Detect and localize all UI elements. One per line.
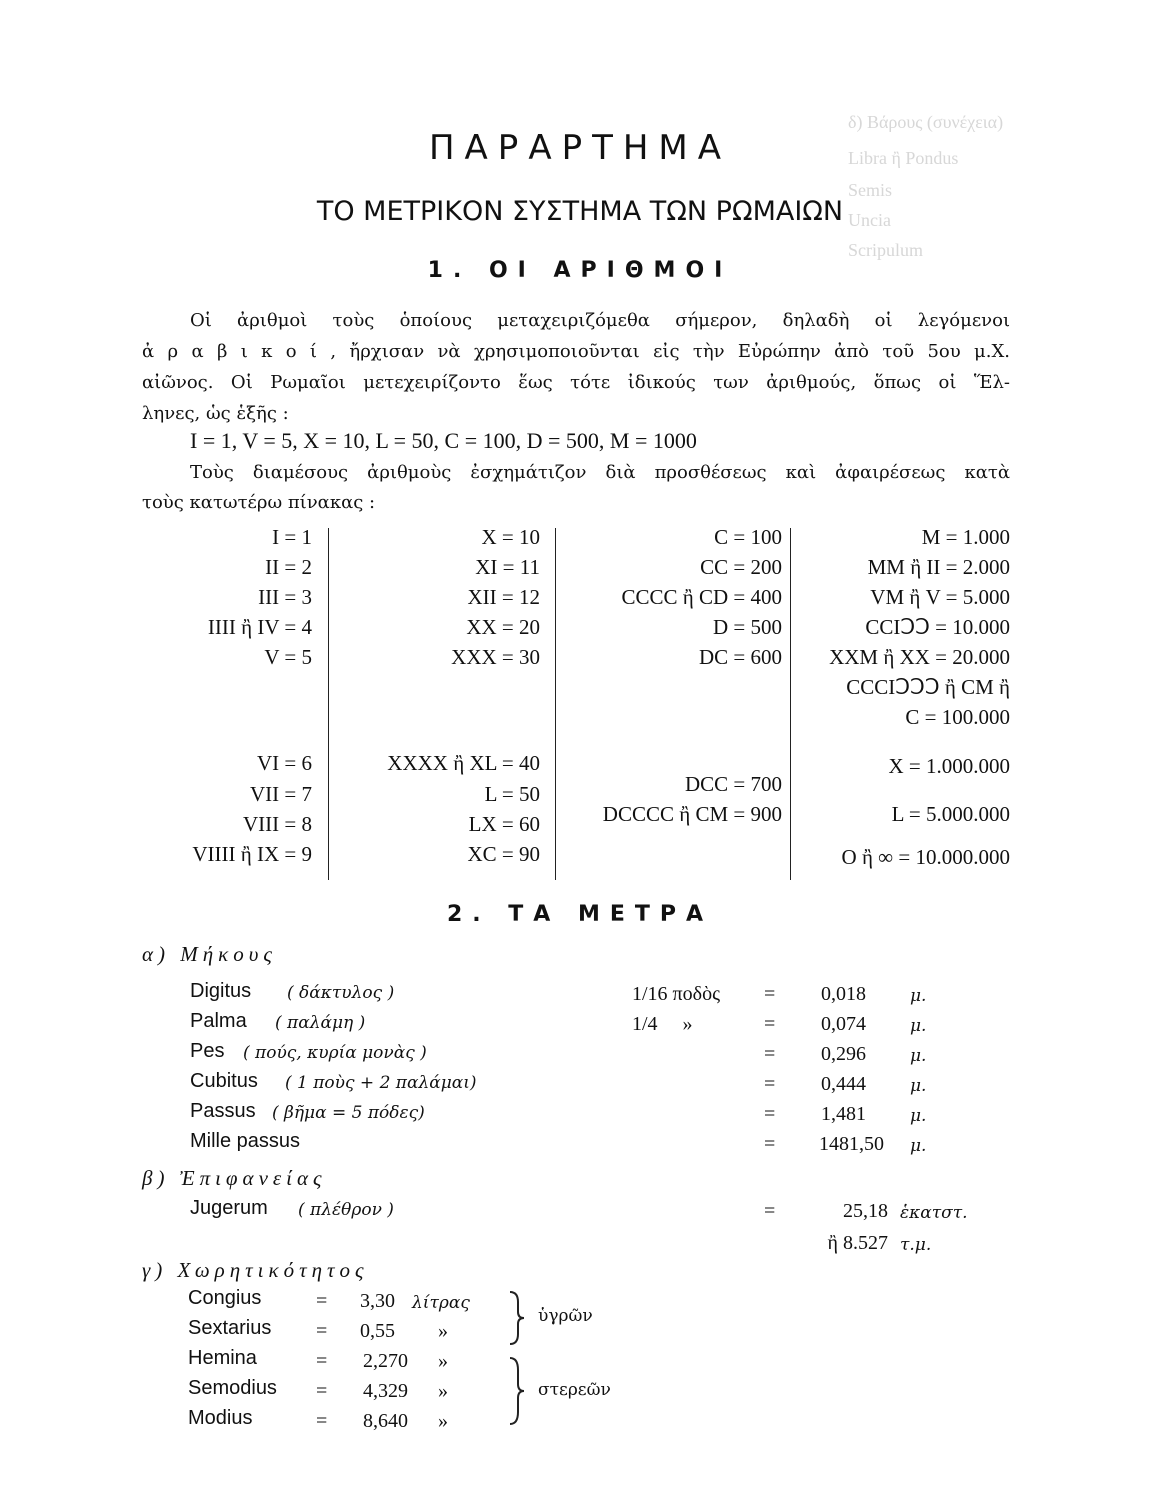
measure-name: Mille passus	[190, 1130, 301, 1152]
table-cell: C = 100.000	[905, 705, 1010, 729]
paragraph-line: αἰῶνος. Οἱ Ρωμαῖοι μετεχειρίζοντο ἕως τότε ἰδικούς των ἀριθμούς, ὅπως οἱ Ἕλ-	[142, 372, 1010, 393]
measure-greek: ( δάκτυλος )	[287, 983, 395, 1003]
measure-name: Cubitus	[190, 1070, 258, 1092]
measure-alt-unit: τ.μ.	[900, 1235, 932, 1255]
table-cell: MM ἢ II = 2.000	[867, 555, 1010, 579]
measure-unit: μ.	[910, 1106, 927, 1126]
table-cell: DCC = 700	[684, 772, 782, 796]
measure-name: Digitus	[190, 980, 252, 1002]
liquid-label: ὑγρῶν	[538, 1306, 593, 1326]
measure-unit: μ.	[910, 1016, 927, 1036]
measure-value: 8,640	[363, 1410, 408, 1432]
table-cell: DC = 600	[698, 645, 782, 669]
measure-name: Jugerum	[190, 1197, 268, 1219]
ghost-line: δ) Βάρους (συνέχεια)	[848, 112, 1004, 132]
page-subtitle: ΤΟ ΜΕΤΡΙΚΟΝ ΣΥΣΤΗΜΑ ΤΩΝ ΡΩΜΑΙΩΝ	[316, 196, 844, 227]
ghost-line: Semis	[848, 180, 893, 200]
measure-greek: ( παλάμη )	[275, 1013, 366, 1033]
measure-unit: μ.	[910, 1046, 927, 1066]
measure-unit: λίτρας	[412, 1293, 470, 1313]
table-divider	[790, 528, 791, 880]
measure-greek: ( πλέθρον )	[298, 1200, 394, 1220]
paragraph-line: ἀ ρ α β ι κ ο ί , ἤρχισαν νὰ χρησιμοποιοῦνται εἰς τὴν Εὐρώπην ἀπὸ τοῦ 5ου μ.Χ.	[142, 341, 1010, 362]
table-cell: IIII ἢ IV = 4	[207, 615, 312, 639]
brace-dry	[506, 1356, 528, 1426]
table-cell: III = 3	[258, 585, 312, 609]
measure-name: Congius	[188, 1287, 262, 1309]
measure-equals: =	[764, 1043, 776, 1065]
table-cell: II = 2	[265, 555, 312, 579]
measure-equals: =	[316, 1410, 328, 1432]
measure-alt-value: ἢ 8.527	[827, 1232, 888, 1254]
measure-equals: =	[764, 1200, 776, 1222]
table-cell: VII = 7	[250, 782, 312, 806]
measure-name: Semodius	[188, 1377, 277, 1399]
table-cell: I = 1	[272, 525, 312, 549]
table-cell: VIIII ἢ IX = 9	[192, 842, 312, 866]
table-cell: V = 5	[264, 645, 312, 669]
subheading-length: α) Μήκους	[142, 942, 277, 966]
measure-value: 0,444	[821, 1073, 866, 1095]
appendix-title: ΠΑΡΑΡΤΗΜΑ	[428, 128, 732, 168]
measure-equals: =	[764, 1073, 776, 1095]
measure-value: 1,481	[821, 1103, 866, 1125]
subheading-capacity: γ) Χωρητικότητος	[142, 1258, 369, 1282]
paragraph-line: Τοὺς διαμέσους ἀριθμοὺς ἐσχημάτιζον διὰ προσθέσεως καὶ ἀφαιρέσεως κατὰ	[190, 462, 1010, 483]
table-cell: M = 1.000	[921, 525, 1010, 549]
measure-equals: =	[764, 1013, 776, 1035]
measure-unit: ἑκατστ.	[900, 1203, 968, 1223]
brace-liquid	[506, 1290, 528, 1346]
table-cell: VIII = 8	[243, 812, 312, 836]
table-cell: DCCCC ἢ CM = 900	[602, 802, 782, 826]
table-cell: CCCC ἢ CD = 400	[621, 585, 782, 609]
measure-value: 3,30	[360, 1290, 395, 1312]
table-cell: CC = 200	[700, 555, 782, 579]
table-cell: XI = 11	[475, 555, 540, 579]
table-divider	[555, 528, 556, 880]
table-cell: VM ἢ V = 5.000	[870, 585, 1010, 609]
table-cell: XX = 20	[466, 615, 540, 639]
measure-equals: =	[316, 1320, 328, 1342]
measure-name: Palma	[190, 1010, 247, 1032]
measure-equals: =	[764, 1103, 776, 1125]
table-divider	[328, 528, 329, 880]
measure-value: 0,55	[360, 1320, 395, 1342]
dry-label: στερεῶν	[538, 1380, 611, 1400]
measure-greek: ( βῆμα = 5 πόδες)	[272, 1103, 425, 1123]
table-cell: XII = 12	[467, 585, 540, 609]
table-cell: L = 50	[484, 782, 540, 806]
measure-greek: ( πούς, κυρία μονὰς )	[243, 1043, 427, 1063]
paragraph-line: τοὺς κατωτέρω πίνακας :	[142, 492, 376, 513]
measure-value: 4,329	[363, 1380, 408, 1402]
table-cell: VI = 6	[256, 751, 312, 775]
section-heading-numerals: 1. ΟΙ ΑΡΙΘΜΟΙ	[427, 258, 733, 283]
measure-value: 0,018	[821, 983, 866, 1005]
measure-unit: μ.	[910, 986, 927, 1006]
measure-name: Pes	[190, 1040, 225, 1062]
basic-numerals-line: I = 1, V = 5, X = 10, L = 50, C = 100, D = 500, M = 1000	[190, 428, 697, 453]
table-cell: C = 100	[714, 525, 782, 549]
measure-unit: μ.	[910, 1076, 927, 1096]
measure-value: 1481,50	[819, 1133, 884, 1155]
measure-unit: μ.	[910, 1136, 927, 1156]
table-cell: LX = 60	[468, 812, 540, 836]
measure-equals: =	[764, 983, 776, 1005]
measure-name: Modius	[188, 1407, 253, 1429]
measure-value: 25,18	[843, 1200, 888, 1222]
measure-unit: »	[438, 1350, 448, 1372]
paragraph-line: ληνες, ὡς ἑξῆς :	[142, 403, 289, 424]
measure-equals: =	[316, 1380, 328, 1402]
ghost-line: Scripulum	[848, 240, 923, 260]
table-cell: O ἢ ∞ = 10.000.000	[841, 845, 1010, 869]
measure-greek: ( 1 ποὺς + 2 παλάμαι)	[285, 1073, 477, 1093]
subheading-area: β) Ἐπιφανείας	[142, 1166, 327, 1190]
measure-value: 0,296	[821, 1043, 866, 1065]
paragraph-line: Οἱ ἀριθμοὶ τοὺς ὁποίους μεταχειριζόμεθα σήμερον, δηλαδὴ οἱ λεγόμενοι	[190, 310, 1010, 331]
measure-unit: »	[438, 1320, 448, 1342]
measure-equals: =	[316, 1350, 328, 1372]
table-cell: X = 10	[481, 525, 540, 549]
table-cell: CCCIↃↃↃ ἢ CM ἢ	[846, 675, 1010, 699]
table-cell: XXXX ἢ XL = 40	[387, 751, 540, 775]
measure-unit: »	[438, 1410, 448, 1432]
measure-ratio: 1/4 »	[632, 1013, 693, 1035]
ghost-line: Libra ἢ Pondus	[848, 148, 959, 168]
measure-name: Passus	[190, 1100, 256, 1122]
measure-ratio: 1/16 ποδὸς	[632, 983, 720, 1005]
measure-value: 0,074	[821, 1013, 866, 1035]
table-cell: XXM ἢ XX = 20.000	[829, 645, 1010, 669]
section-heading-measures: 2. ΤΑ ΜΕΤΡΑ	[446, 902, 714, 927]
measure-unit: »	[438, 1380, 448, 1402]
ghost-line: Uncia	[848, 210, 891, 230]
table-cell: L = 5.000.000	[891, 802, 1010, 826]
table-cell: XC = 90	[467, 842, 540, 866]
table-cell: X = 1.000.000	[888, 754, 1010, 778]
measure-name: Hemina	[188, 1347, 257, 1369]
measure-value: 2,270	[363, 1350, 408, 1372]
table-cell: CCIↃↃ = 10.000	[865, 615, 1010, 639]
measure-name: Sextarius	[188, 1317, 272, 1339]
table-cell: D = 500	[712, 615, 782, 639]
measure-equals: =	[316, 1290, 328, 1312]
measure-equals: =	[764, 1133, 776, 1155]
table-cell: XXX = 30	[451, 645, 540, 669]
